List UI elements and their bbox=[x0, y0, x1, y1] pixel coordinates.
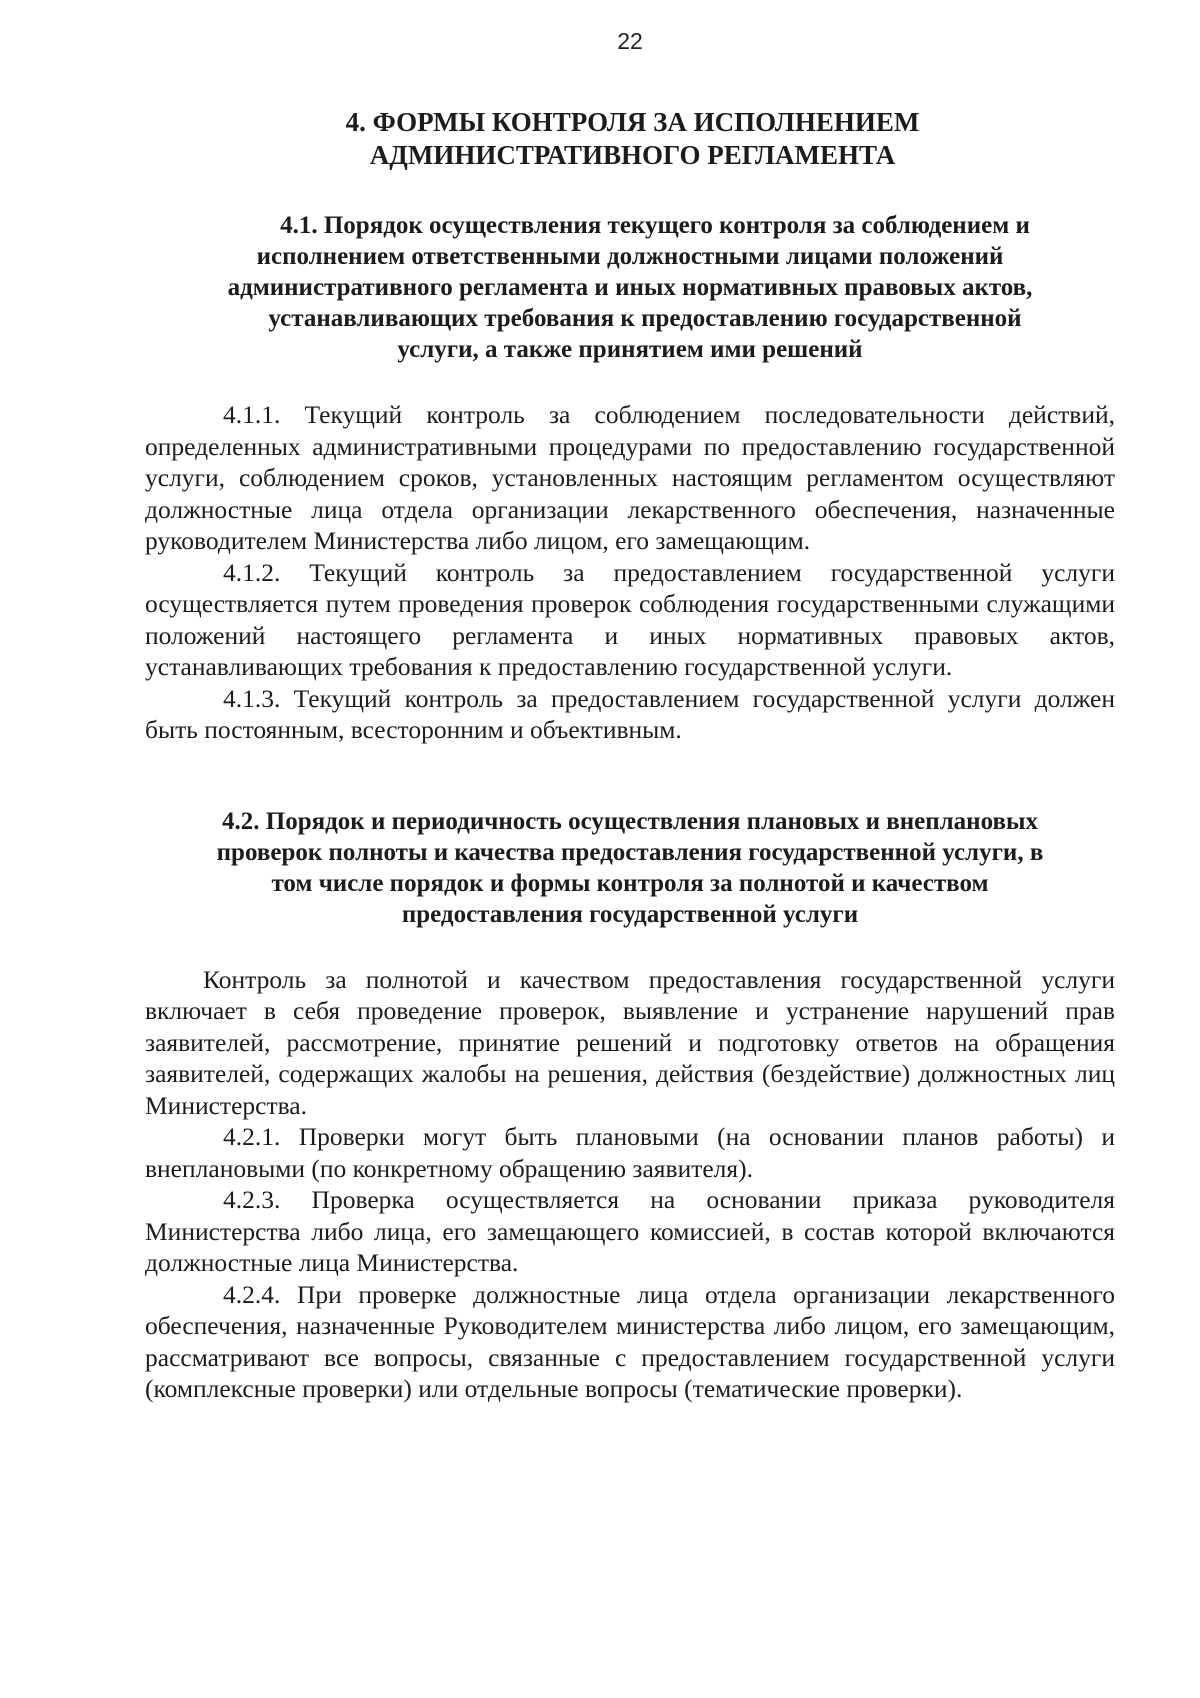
section-title-line: исполнением ответственными должностными лицами положений bbox=[256, 243, 1004, 270]
document-body bbox=[145, 106, 1115, 1405]
page-number: 22 bbox=[617, 28, 643, 54]
section-title-line: том числе порядок и формы контроля за полнотой и качеством bbox=[271, 869, 989, 897]
paragraph-4-2-1: 4.2.1. Проверки могут быть плановыми (на основании планов работы) и внеплановыми (по конкретному обращению заявителя). bbox=[145, 1122, 1115, 1183]
section-title-line: 4.1. Порядок осуществления текущего контроля за соблюдением и bbox=[280, 212, 1030, 239]
section-title-line: проверок полноты и качества предоставления государственной услуги, в bbox=[216, 838, 1044, 866]
paragraph-4-2-4: 4.2.4. При проверке должностные лица отдела организации лекарственного обеспечения, назначенные Руководителем министерства либо лицом, его замещающим, рассматривают все вопросы, связанные с предоставлением государственной услуги (комплексные проверки) или отдельные вопросы (тематические проверки). bbox=[145, 1279, 1115, 1403]
section-title-line: услуги, а также принятием ими решений bbox=[397, 336, 863, 363]
section-4-2-title bbox=[145, 806, 1115, 930]
paragraph-4-1-2: 4.1.2. Текущий контроль за предоставлением государственной услуги осуществляется путем проведения проверок соблюдения государственными служащими положений настоящего регламента и иных нормативных правовых актов, устанавливающих требования к предоставлению государственной услуги. bbox=[145, 557, 1115, 681]
section-gap bbox=[145, 746, 1115, 806]
chapter-title bbox=[145, 106, 1115, 172]
section-title-line: устанавливающих требования к предоставлению государственной bbox=[268, 305, 1022, 332]
paragraph-4-1-1: 4.1.1. Текущий контроль за соблюдением последовательности действий, определенных административными процедурами по предоставлению государственной услуги, соблюдением сроков, установленных настоящим регламентом осуществляют должностные лица отдела организации лекарственного обеспечения, назначенные руководителем Министерства либо лицом, его замещающим. bbox=[145, 400, 1115, 555]
section-4-1-title bbox=[145, 210, 1115, 365]
section-title-line: предоставления государственной услуги bbox=[401, 900, 859, 928]
section-title-line: 4.2. Порядок и периодичность осуществления плановых и внеплановых bbox=[222, 807, 1038, 835]
paragraph-4-1-3: 4.1.3. Текущий контроль за предоставлением государственной услуги должен быть постоянным, всесторонним и объективным. bbox=[145, 683, 1115, 744]
paragraph-4-2-lead: Контроль за полнотой и качеством предоставления государственной услуги включает в себя проведение проверок, выявление и устранение нарушений прав заявителей, рассмотрение, принятие решений и подготовку ответов на обращения заявителей, содержащих жалобы на решения, действия (бездействие) должностных лиц Министерства. bbox=[145, 964, 1115, 1120]
chapter-title-line: 4. ФОРМЫ КОНТРОЛЯ ЗА ИСПОЛНЕНИЕМ bbox=[345, 107, 920, 137]
section-title-line: административного регламента и иных нормативных правовых актов, bbox=[227, 274, 1033, 301]
paragraph-4-2-3: 4.2.3. Проверка осуществляется на основании приказа руководителя Министерства либо лица, его замещающего комиссией, в состав которой включаются должностные лица Министерства. bbox=[145, 1185, 1115, 1277]
chapter-title-line: АДМИНИСТРАТИВНОГО РЕГЛАМЕНТА bbox=[369, 140, 896, 170]
